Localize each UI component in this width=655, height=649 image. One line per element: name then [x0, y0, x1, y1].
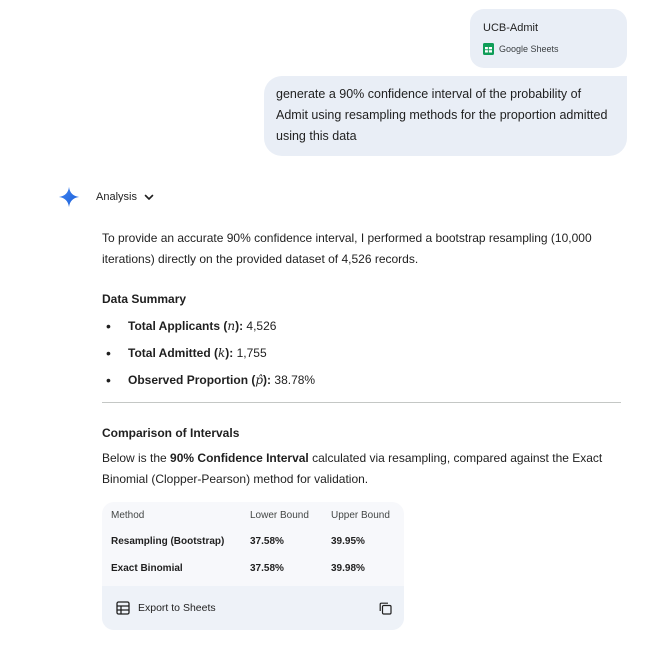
comparison-text: Below is the 90% Confidence Interval calculated via resampling, compared against the Exact Binomial (Clopper-Pearson) method for validation.: [102, 451, 603, 486]
attachment-chip[interactable]: [470, 9, 627, 68]
data-summary-list: [102, 316, 622, 397]
table-row: [102, 555, 404, 582]
table-icon: [116, 601, 130, 615]
attachment-type-label: Google Sheets: [499, 44, 559, 54]
table-row: [102, 528, 404, 555]
table-cell: Exact Binomial: [111, 563, 183, 574]
summary-value: 38.78%: [274, 373, 316, 387]
column-header: Method: [111, 509, 145, 521]
analysis-toggle[interactable]: [96, 191, 155, 203]
comparison-heading: Comparison of Intervals: [102, 426, 240, 440]
table-cell: 39.98%: [331, 563, 365, 574]
table-cell: 37.58%: [250, 536, 284, 547]
table-cell: 37.58%: [250, 563, 284, 574]
column-header: Lower Bound: [250, 509, 309, 521]
response-intro: To provide an accurate 90% confidence interval, I performed a bootstrap resampling (10,000 iterations) directly on the provided dataset of 4,526 records.: [102, 231, 592, 266]
model-response: [102, 228, 622, 614]
copy-icon[interactable]: [379, 602, 392, 615]
google-sheets-icon: [483, 43, 494, 55]
export-label: Export to Sheets: [138, 602, 216, 614]
column-header: Upper Bound: [331, 509, 390, 521]
gemini-spark-icon: [58, 186, 80, 208]
table-cell: Resampling (Bootstrap): [111, 536, 225, 547]
data-summary-heading: Data Summary: [102, 292, 187, 306]
table-header-row: [102, 502, 404, 528]
list-item: • Total Applicants (n): 4,526: [102, 316, 622, 343]
attachment-type: [483, 43, 559, 55]
results-table: [102, 502, 404, 582]
table-cell: 39.95%: [331, 536, 365, 547]
summary-value: 4,526: [246, 319, 277, 333]
export-to-sheets-button[interactable]: [116, 601, 216, 615]
summary-value: 1,755: [236, 346, 267, 360]
attachment-name: UCB-Admit: [483, 22, 539, 34]
results-table-card: [102, 502, 404, 630]
list-item: • Total Admitted (k): 1,755: [102, 343, 622, 370]
model-header: [58, 186, 155, 208]
list-item: • Observed Proportion (p̂): 38.78%: [102, 370, 622, 397]
chevron-down-icon: [143, 191, 155, 203]
user-message-bubble: [264, 76, 627, 156]
divider: [102, 402, 621, 403]
analysis-label: Analysis: [96, 191, 137, 203]
table-footer: [102, 586, 404, 630]
user-message-text: generate a 90% confidence interval of the probability of Admit using resampling methods for the proportion admitted using this data: [276, 87, 608, 143]
